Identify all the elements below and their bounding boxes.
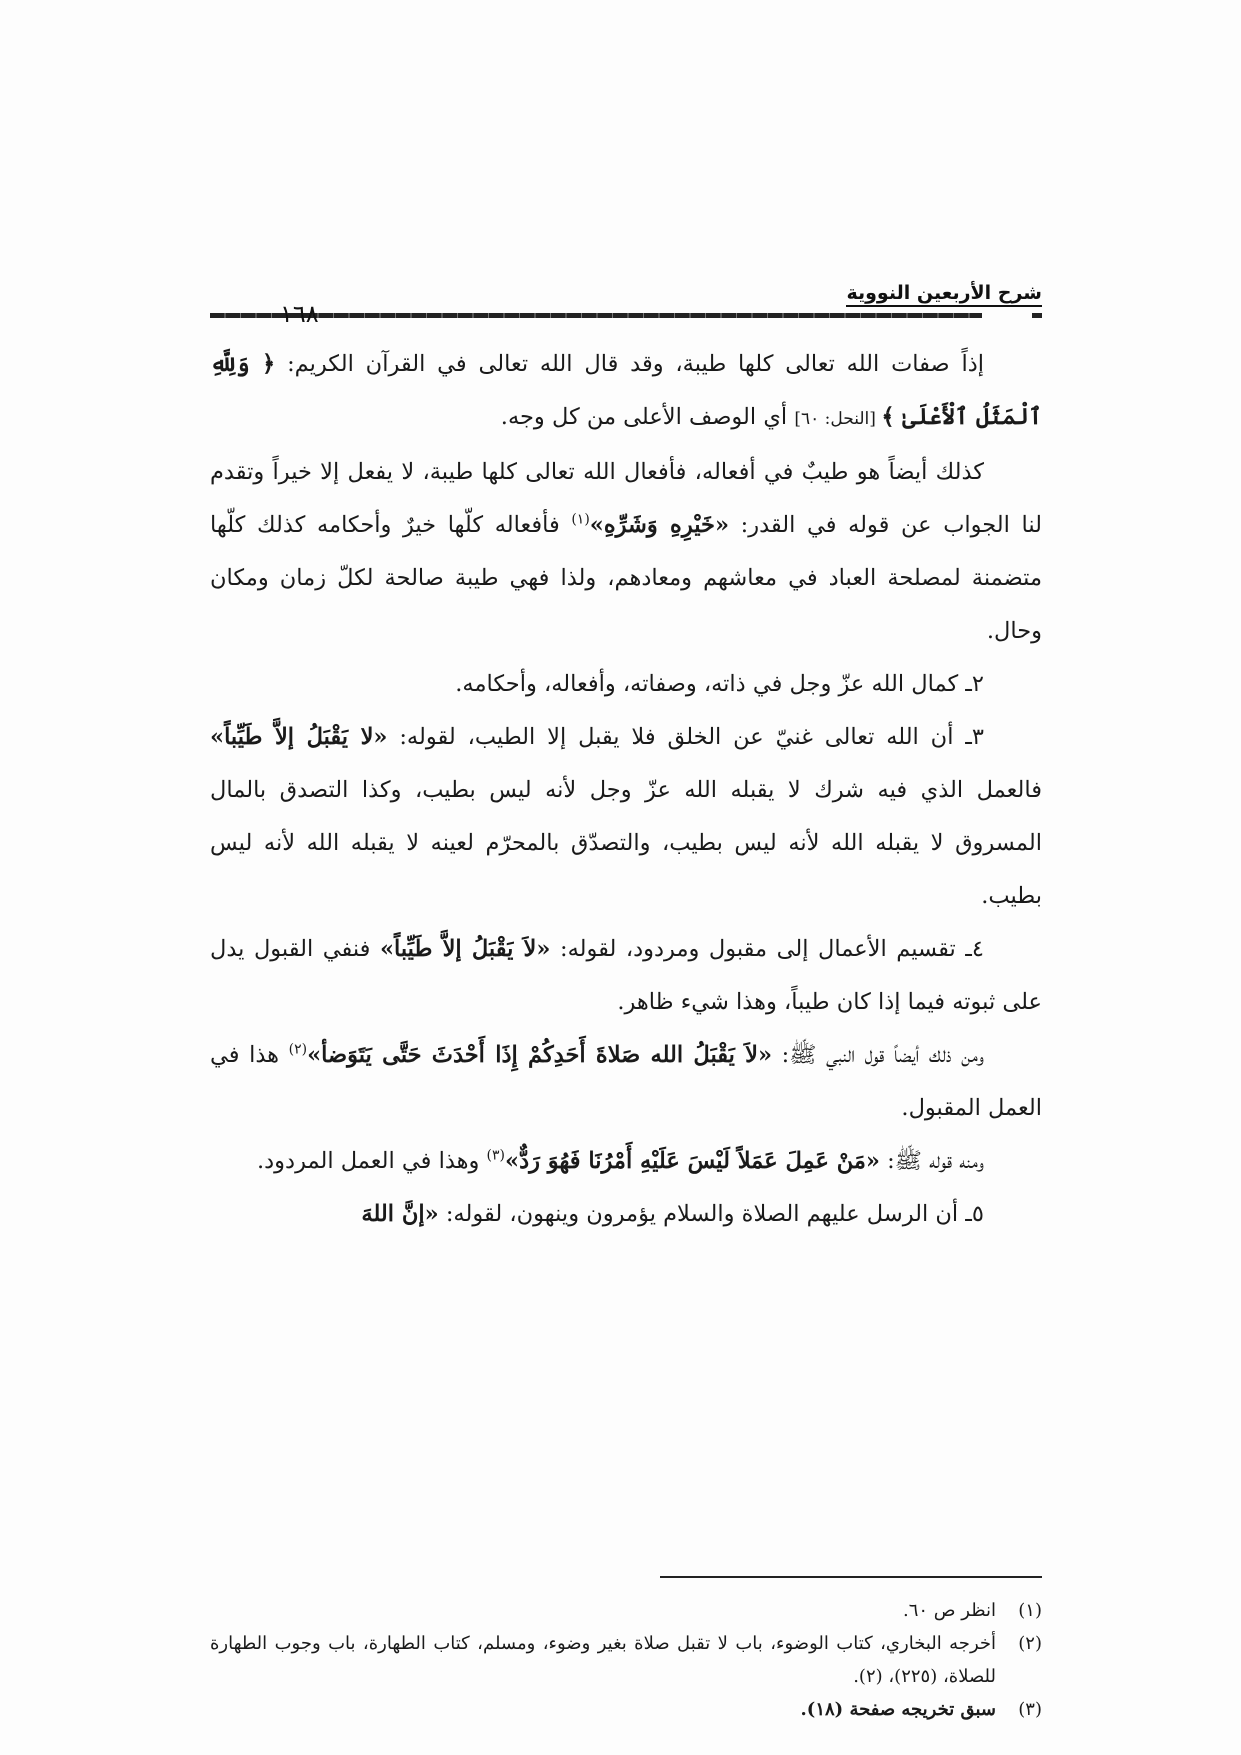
footnote-marker: (١): [571, 511, 590, 528]
footnote-marker: (٣): [486, 1147, 505, 1164]
footnote-text: أخرجه البخاري، كتاب الوضوء، باب لا تقبل صلاة بغير وضوء، ومسلم، كتاب الطهارة، باب وجوب الطهارة للصلاة، (٢٢٥)، (٢).: [210, 1633, 996, 1687]
paragraph-text: ومنه قوله ﷺ:: [880, 1148, 984, 1174]
paragraph-text: ٢ـ كمال الله عزّ وجل في ذاته، وصفاته، وأفعاله، وأحكامه.: [455, 671, 984, 697]
footnote-number: (٣): [1018, 1699, 1042, 1720]
footnote: [210, 1627, 1042, 1693]
hadith-quote: «مَنْ عَمِلَ عَمَلاً لَيْسَ عَلَيْهِ أَمْرُنَا فَهُوَ رَدٌّ»: [505, 1148, 880, 1174]
verse-reference: [النحل: ٦٠]: [794, 409, 882, 429]
body-text: [210, 338, 1042, 1241]
paragraph-text: ٤ـ تقسيم الأعمال إلى مقبول ومردود، لقوله:: [550, 936, 984, 962]
footnote-number: (٢): [1018, 1633, 1042, 1654]
hadith-quote: «خَيْرِهِ وَشَرِّهِ»: [589, 512, 730, 538]
footnote-text: سبق تخريجه صفحة (١٨).: [800, 1699, 996, 1720]
header-rule: [210, 313, 982, 318]
hadith-quote: «لا يَقْبَلُ إلاَّ طَيِّباً»: [210, 724, 388, 750]
paragraph: [210, 658, 1042, 711]
paragraph-text: إذاً صفات الله تعالى كلها طيبة، وقد قال الله تعالى في القرآن الكريم:: [275, 351, 984, 377]
paragraph-text: هذا في العمل المقبول.: [210, 1042, 1042, 1121]
hadith-quote: «إنَّ اللهَ: [361, 1201, 439, 1227]
paragraph-text: ٥ـ أن الرسل عليهم الصلاة والسلام يؤمرون وينهون، لقوله:: [438, 1201, 984, 1227]
paragraph-text: ومن ذلك أيضاً قول النبي ﷺ:: [772, 1042, 984, 1068]
paragraph: [210, 1188, 1042, 1241]
page-header: [210, 282, 1042, 328]
footnote: [210, 1693, 1042, 1726]
footnote-number: (١): [1018, 1600, 1042, 1621]
header-rule-end: [1032, 313, 1042, 318]
quran-verse: ﴿ وَلِلَّهِ ٱلْمَثَلُ ٱلْأَعْلَىٰ ﴾: [210, 351, 1042, 430]
paragraph-text: كذلك أيضاً هو طيبٌ في أفعاله، فأفعال الله تعالى كلها طيبة، لا يفعل إلا خيراً وتقدم لنا الجواب عن قوله في القدر:: [210, 459, 1042, 538]
footnotes: [210, 1594, 1042, 1726]
paragraph-text: ٣ـ أن الله تعالى غنيّ عن الخلق فلا يقبل إلا الطيب، لقوله:: [387, 724, 984, 750]
paragraph-text: أي الوصف الأعلى من كل وجه.: [500, 404, 795, 430]
paragraph-text: فالعمل الذي فيه شرك لا يقبله الله عزّ وجل لأنه ليس بطيب، وكذا التصدق بالمال المسروق لا يقبله الله لأنه ليس بطيب، والتصدّق بالمحرّم لعينه لا يقبله الله لأنه ليس بطيب.: [210, 777, 1042, 909]
paragraph: [210, 923, 1042, 1029]
footnote-separator: [660, 1576, 1042, 1578]
running-title: شرح الأربعين النووية: [846, 282, 1042, 307]
footnote-text: انظر ص ٦٠.: [903, 1600, 996, 1621]
paragraph: [210, 446, 1042, 658]
paragraph-text: وهذا في العمل المردود.: [257, 1148, 487, 1174]
hadith-quote: «لاَ يَقْبَلُ الله صَلاةَ أَحَدِكُمْ إِذَا أَحْدَثَ حَتَّى يَتَوَضأ»: [307, 1042, 773, 1068]
paragraph-text: فأفعاله كلّها خيرٌ وأحكامه كذلك كلّها متضمنة لمصلحة العباد في معاشهم ومعادهم، ولذا فهي طيبة صالحة لكلّ زمان ومكان وحال.: [210, 512, 1042, 644]
paragraph: [210, 1029, 1042, 1135]
footnote: [210, 1594, 1042, 1627]
hadith-quote: «لاَ يَقْبَلُ إلاَّ طَيِّباً»: [379, 936, 551, 962]
paragraph: [210, 338, 1042, 446]
paragraph-text: فنفي القبول يدل على ثبوته فيما إذا كان طيباً، وهذا شيء ظاهر.: [210, 936, 1042, 1015]
paragraph: [210, 711, 1042, 923]
paragraph: [210, 1135, 1042, 1188]
page-number: ١٦٨: [280, 300, 319, 328]
footnote-marker: (٢): [288, 1041, 308, 1058]
